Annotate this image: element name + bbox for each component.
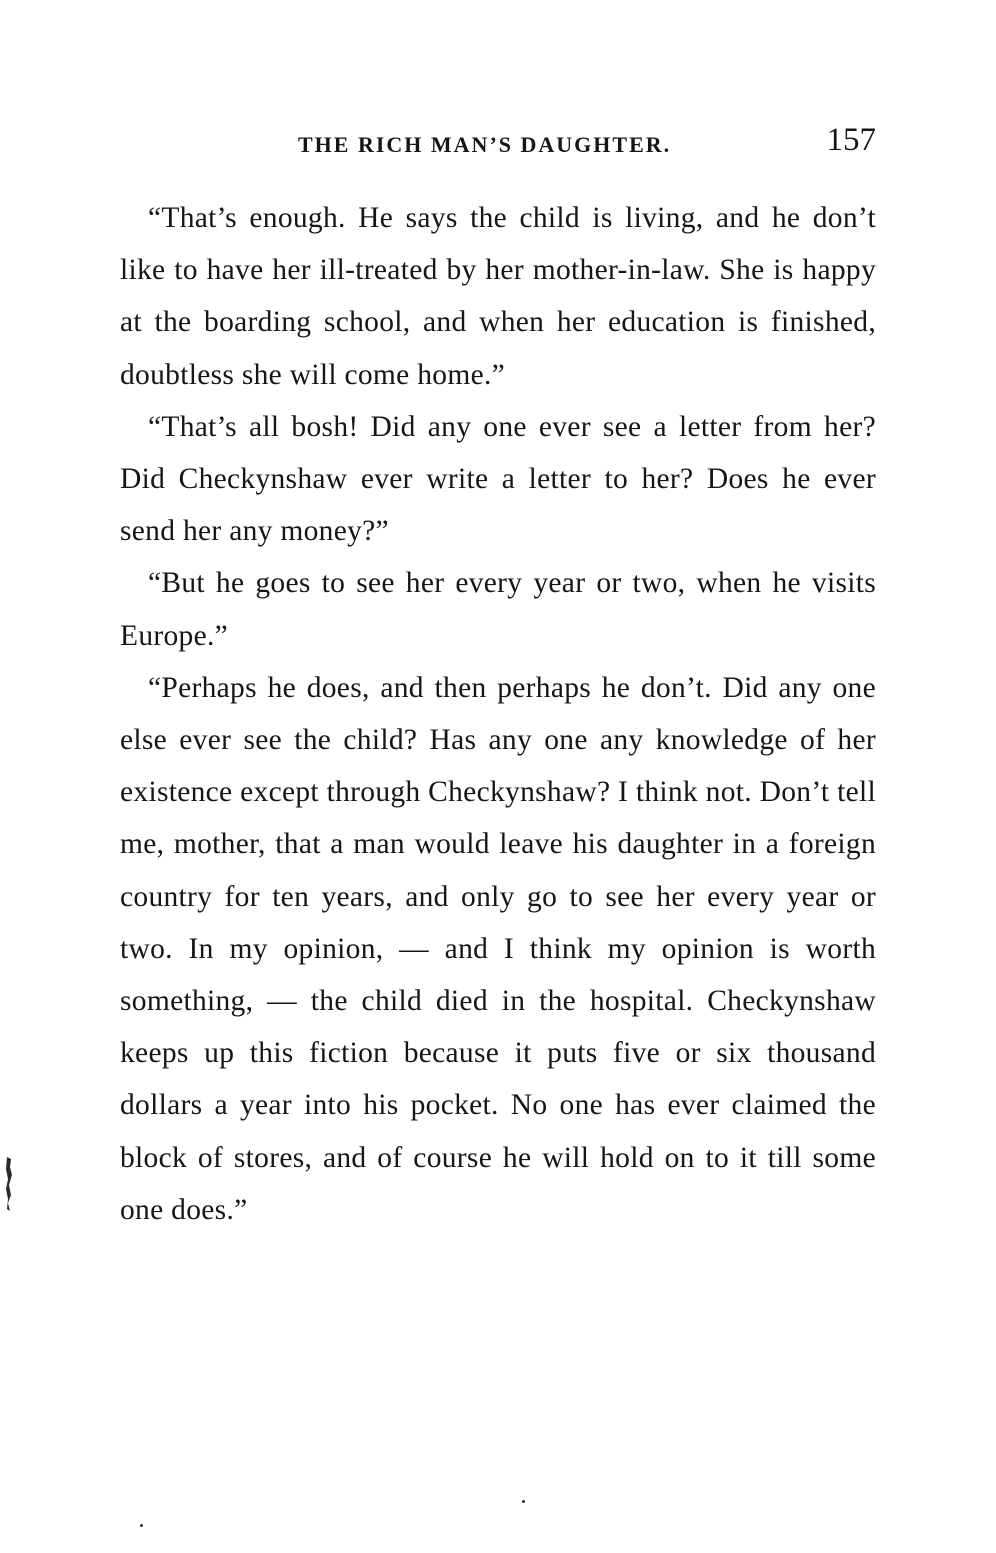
page-number: 157 — [826, 122, 876, 158]
running-head — [120, 118, 876, 168]
paragraph-2: “That’s all bosh! Did any one ever see a letter from her? Did Checkynshaw ever write a letter to her? Does he ever send her any money?” — [120, 410, 876, 548]
paragraph-3: “But he goes to see her every year or two, when he visits Europe.” — [120, 567, 876, 652]
margin-ink-mark — [5, 1155, 13, 1213]
ink-speck — [140, 1524, 143, 1527]
body-text — [120, 192, 876, 1236]
ink-speck — [522, 1500, 525, 1503]
paragraph-4: “Perhaps he does, and then perhaps he don’t. Did any one else ever see the child? Has any one any knowledge of her existence except through Checkynshaw? I think not. Don’t tell me, mother, that a man would leave his daughter in a foreign country for ten years, and only go to see her every year or two. In my opinion, — and I think my opinion is worth something, — the child died in the hospital. Checkynshaw keeps up this fiction because it puts five or six thousand dollars a year into his pocket. No one has ever claimed the block of stores, and of course he will hold on to it till some one does.” — [120, 671, 876, 1226]
paragraph-1: “That’s enough. He says the child is living, and he don’t like to have her ill-treated by her mother-in-law. She is happy at the boarding school, and when her education is finished, doubtless she will come home.” — [120, 202, 876, 391]
running-title: THE RICH MAN’S DAUGHTER. — [298, 132, 672, 157]
